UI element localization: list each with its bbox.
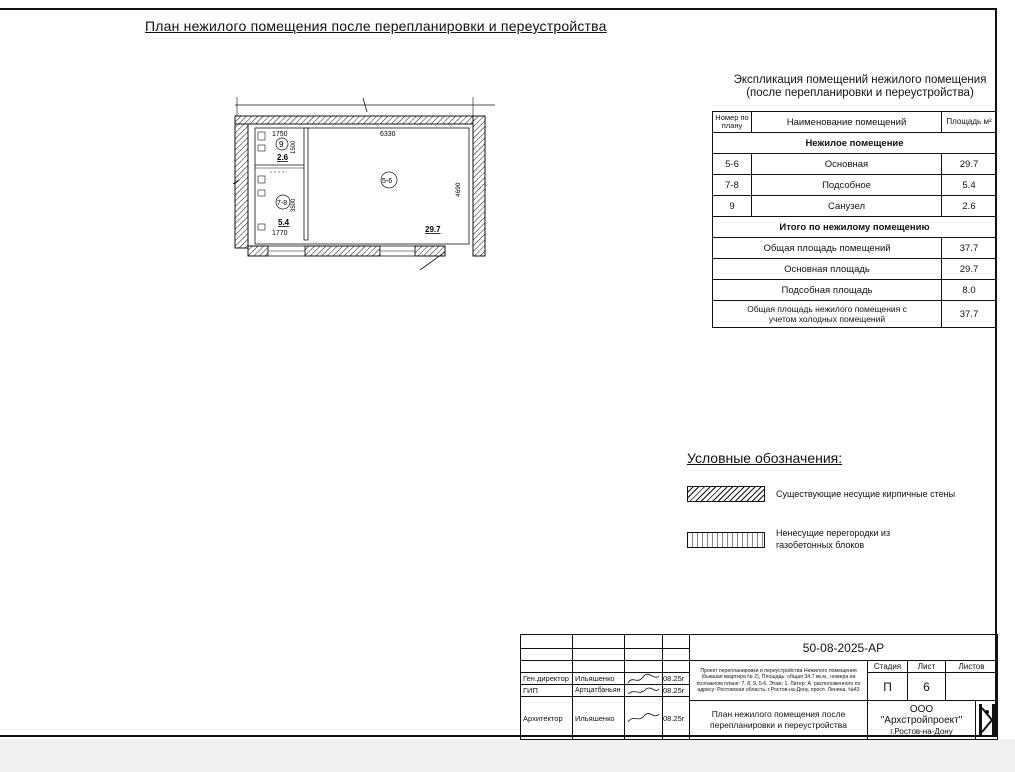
legend-swatch-brick [687, 486, 765, 502]
legend-swatch-partition [687, 532, 765, 548]
role-2: ГИП [521, 685, 573, 697]
project-description: Проект перепланировки и переустройства Нежилого помещения (бывшая квартира № 2), Площадь: общая 34.7 кв.м., номера на поэтажном плане: 7, 8, 9, 5-6. Этаж: 1. Литер: А. расположенного по адресу: Ростовская область, г.Ростов-на-Дону, просп. Ленина, №43 [690, 661, 868, 701]
role-3: Архитектор [521, 697, 573, 740]
table-row: Общая площадь нежилого помещения с учетом холодных помещений 37.7 [713, 301, 997, 328]
room-label-56: 5-6 [382, 178, 393, 185]
wall-bottom-right [415, 246, 445, 256]
wall-bottom-left [248, 246, 268, 256]
name-2: Артцатбаньян [573, 685, 625, 697]
table-row: 5-6 Основная 29.7 [713, 154, 997, 175]
area-9: 2.6 [277, 153, 289, 162]
wall-left [235, 124, 248, 248]
name-3: Ильяшенко [573, 697, 625, 740]
explication-title-line1: Экспликация помещений нежилого помещения [733, 74, 987, 86]
legend-title: Условные обозначения: [687, 450, 843, 466]
section-header-1: Нежилое помещение [713, 133, 997, 154]
title-block [520, 634, 998, 740]
legend-text-partition: Ненесущие перегородки из газобетонных блоков [776, 528, 891, 550]
bottom-bar [0, 739, 1015, 772]
dim-6330: 6330 [380, 131, 396, 138]
dim-4690: 4690 [455, 182, 462, 197]
area-56: 29.7 [425, 225, 441, 234]
col-area-header: Площадь м² [942, 112, 997, 133]
sheet-label: Лист [908, 661, 946, 673]
stage-label: Стадия [868, 661, 908, 673]
table-row: Подсобная площадь 8.0 [713, 280, 997, 301]
partition [304, 128, 308, 240]
sheet-value: 6 [908, 673, 946, 701]
dim-1500: 1500 [291, 140, 297, 154]
wall-top [235, 116, 485, 124]
stage-value: П [868, 673, 908, 701]
sheet-title: План нежилого помещения после перепланировки и переустройства [690, 701, 868, 740]
date-2: 08.25г [663, 685, 690, 697]
room-label-9: 9 [279, 140, 284, 149]
signature-3 [625, 697, 663, 740]
section-header-2: Итого по нежилому помещению [713, 217, 997, 238]
col-number-header: Номер по плану [713, 112, 752, 133]
col-name-header: Наименование помещений [752, 112, 942, 133]
table-row: Основная площадь 29.7 [713, 259, 997, 280]
date-3: 08.25г [663, 697, 690, 740]
project-code: 50-08-2025-АР [690, 635, 998, 661]
dim-1770: 1770 [272, 230, 288, 237]
room-label-78: 7-8 [277, 200, 288, 207]
floor-plan [225, 92, 505, 277]
sheets-label: Листов [946, 661, 998, 673]
table-row: Общая площадь помещений 37.7 [713, 238, 997, 259]
wall-right [473, 116, 485, 256]
table-row: 7-8 Подсобное 5.4 [713, 175, 997, 196]
date-1: 08.25г [663, 673, 690, 685]
explication-table [712, 111, 997, 328]
area-78: 5.4 [278, 218, 290, 227]
page-title: План нежилого помещения после перепланировки и переустройства [145, 18, 607, 34]
organization: ООО "Архстройпроект" г.Ростов-на-Дону [868, 701, 976, 740]
role-1: Ген.директор [521, 673, 573, 685]
signature-1 [625, 673, 663, 685]
dim-3500: 3500 [291, 198, 297, 212]
legend-text-brick: Существующие несущие кирпичные стены [776, 489, 956, 499]
dim-1750: 1750 [272, 131, 288, 138]
logo-icon [976, 701, 998, 740]
name-1: Ильяшенко [573, 673, 625, 685]
explication-title [700, 74, 1015, 100]
explication-title-line2: (после перепланировки и переустройства) [746, 87, 974, 99]
wall-bottom-mid [305, 246, 380, 256]
table-row: 9 Санузел 2.6 [713, 196, 997, 217]
signature-2 [625, 685, 663, 697]
